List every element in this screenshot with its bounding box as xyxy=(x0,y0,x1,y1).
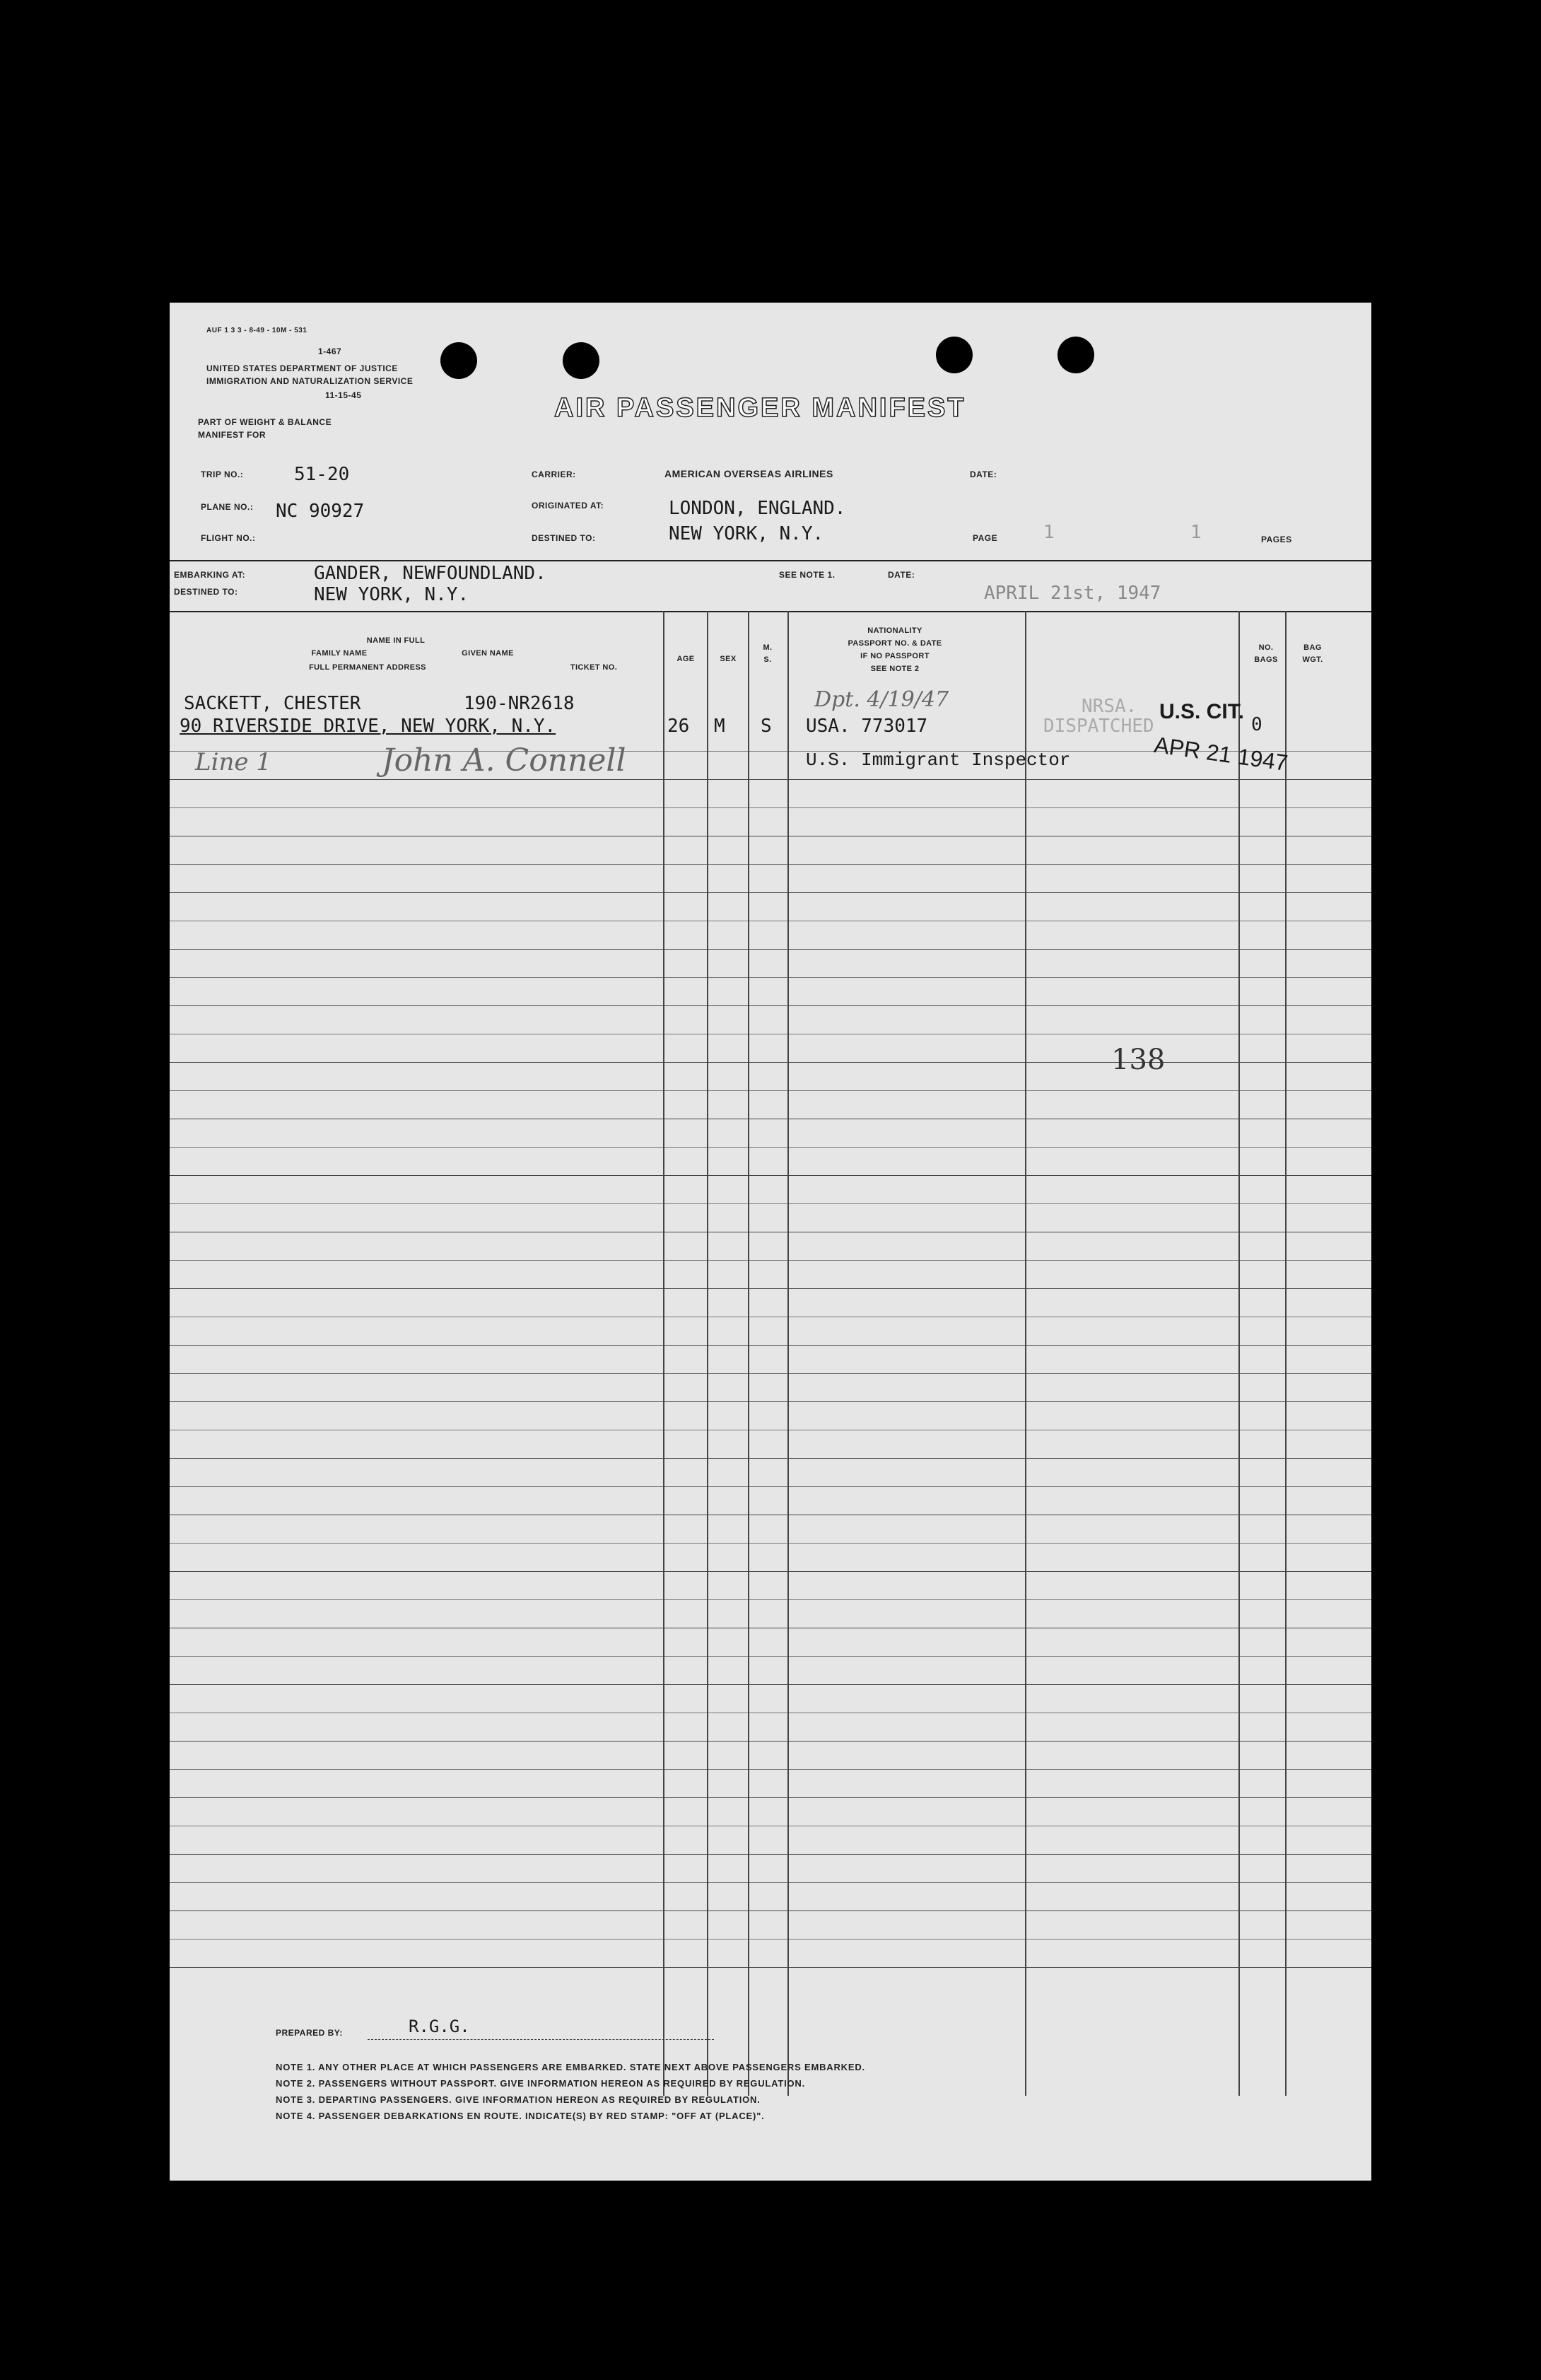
department-name: UNITED STATES DEPARTMENT OF JUSTICE xyxy=(206,363,398,373)
status-dispatched: DISPATCHED xyxy=(1043,716,1154,737)
table-row-line xyxy=(170,1486,1371,1487)
form-date: 11-15-45 xyxy=(325,390,362,400)
plane-value: NC 90927 xyxy=(276,501,365,522)
status-nrsa: NRSA. xyxy=(1082,696,1137,717)
handwritten-line: Line 1 xyxy=(195,748,271,776)
table-row-line xyxy=(170,1656,1371,1657)
table-row-line xyxy=(170,1599,1371,1600)
col-name-title: NAME IN FULL xyxy=(366,636,426,645)
col-nationality: NATIONALITY xyxy=(867,626,922,635)
page-label: PAGE xyxy=(973,533,998,543)
table-row-line xyxy=(170,1769,1371,1770)
service-name: IMMIGRATION AND NATURALIZATION SERVICE xyxy=(206,376,414,386)
table-row-line xyxy=(170,1797,1371,1798)
punch-hole xyxy=(563,342,599,379)
punch-hole xyxy=(936,337,973,373)
col-if-no-passport: IF NO PASSPORT xyxy=(860,652,930,660)
manifest-date: APRIL 21st, 1947 xyxy=(984,583,1161,604)
table-row-line xyxy=(170,1260,1371,1261)
col-bags: NO. BAGS xyxy=(1254,643,1278,664)
notes-block xyxy=(276,2062,865,2121)
destined2-label: DESTINED TO: xyxy=(174,587,238,597)
passenger-ticket: 190-NR2618 xyxy=(464,693,575,714)
col-given-name: GIVEN NAME xyxy=(462,649,514,658)
part-of-label: PART OF WEIGHT & BALANCE xyxy=(198,417,332,427)
passenger-sex: M xyxy=(714,716,725,737)
pages-label: PAGES xyxy=(1261,535,1292,544)
table-row-line xyxy=(170,1090,1371,1091)
table-row-line xyxy=(170,1288,1371,1289)
embarking-value: GANDER, NEWFOUNDLAND. xyxy=(314,563,546,584)
passenger-marital: S xyxy=(761,716,772,737)
embarking-label: EMBARKING AT: xyxy=(174,570,246,580)
passenger-passport: USA. 773017 xyxy=(806,716,928,737)
table-row-line xyxy=(170,1458,1371,1459)
table-row-line xyxy=(170,892,1371,893)
originated-label: ORIGINATED AT: xyxy=(532,501,604,511)
col-address: FULL PERMANENT ADDRESS xyxy=(309,663,426,672)
punch-hole xyxy=(1057,337,1094,373)
stamp-date: APR 21 1947 xyxy=(1152,731,1290,776)
note-1: NOTE 1. ANY OTHER PLACE AT WHICH PASSENGERS ARE EMBARKED. STATE NEXT ABOVE PASSENGERS EMBARKED. xyxy=(276,2062,865,2072)
col-ticket: TICKET NO. xyxy=(570,663,618,672)
punch-hole xyxy=(440,342,477,379)
col-marital: M. S. xyxy=(763,643,773,664)
passport-handwritten: Dpt. 4/19/47 xyxy=(814,687,949,712)
col-family-name: FAMILY NAME xyxy=(311,649,368,658)
table-row-line xyxy=(170,864,1371,865)
date-label: DATE: xyxy=(970,469,997,479)
table-row-line xyxy=(170,779,1371,780)
date2-label: DATE: xyxy=(888,570,915,580)
table-row-line xyxy=(170,1147,1371,1148)
plane-label: PLANE NO.: xyxy=(201,502,254,512)
col-bag-wgt: BAG WGT. xyxy=(1302,643,1323,664)
manifest-for-label: MANIFEST FOR xyxy=(198,430,266,440)
note-4: NOTE 4. PASSENGER DEBARKATIONS EN ROUTE. INDICATE(S) BY RED STAMP: "OFF AT (PLACE)". xyxy=(276,2111,765,2121)
prepared-label: PREPARED BY: xyxy=(276,2028,343,2038)
stamp-us-cit: U.S. CIT. xyxy=(1159,700,1245,723)
form-codes: AUF 1 3 3 - 8-49 - 10M - 531 xyxy=(206,327,307,334)
destined2-value: NEW YORK, N.Y. xyxy=(314,584,469,605)
trip-value: 51-20 xyxy=(294,464,350,485)
table-row-line xyxy=(170,1373,1371,1374)
col-passport: PASSPORT NO. & DATE xyxy=(848,639,942,648)
table-row-line xyxy=(170,1571,1371,1572)
trip-label: TRIP NO.: xyxy=(201,469,244,479)
see-note-label: SEE NOTE 1. xyxy=(779,570,836,580)
col-sex: SEX xyxy=(720,655,737,663)
table-row-line xyxy=(170,1684,1371,1685)
page-title: AIR PASSENGER MANIFEST xyxy=(554,393,966,423)
page-value: 1 xyxy=(1043,522,1055,543)
table-row-line xyxy=(170,1345,1371,1346)
passenger-age: 26 xyxy=(667,716,690,737)
handwritten-signature: John A. Connell xyxy=(382,742,626,778)
destined-value: NEW YORK, N.Y. xyxy=(669,523,824,544)
form-number: 1-467 xyxy=(318,346,342,356)
passenger-name: SACKETT, CHESTER xyxy=(184,693,361,714)
passenger-address: 90 RIVERSIDE DRIVE, NEW YORK, N.Y. xyxy=(180,716,556,737)
page-number-stamp: 138 xyxy=(1111,1044,1166,1076)
note-3: NOTE 3. DEPARTING PASSENGERS. GIVE INFORMATION HEREON AS REQUIRED BY REGULATION. xyxy=(276,2094,761,2105)
col-age: AGE xyxy=(676,655,695,663)
inspector-stamp: U.S. Immigrant Inspector xyxy=(806,749,1071,771)
table-row-line xyxy=(170,1543,1371,1544)
originated-value: LONDON, ENGLAND. xyxy=(669,498,846,519)
table-row-line xyxy=(170,1854,1371,1855)
prepared-value: R.G.G. xyxy=(409,2017,470,2036)
table-row-line xyxy=(170,1005,1371,1006)
passenger-table xyxy=(170,687,1371,2172)
table-row-line xyxy=(170,949,1371,950)
table-row-line xyxy=(170,807,1371,808)
table-row-line xyxy=(170,977,1371,978)
note-2: NOTE 2. PASSENGERS WITHOUT PASSPORT. GIVE INFORMATION HEREON AS REQUIRED BY REGULATION. xyxy=(276,2078,806,2089)
col-see-note: SEE NOTE 2 xyxy=(870,665,920,673)
carrier-value: AMERICAN OVERSEAS AIRLINES xyxy=(664,468,833,479)
table-row-line xyxy=(170,1967,1371,1968)
carrier-label: CARRIER: xyxy=(532,469,576,479)
table-row-line xyxy=(170,1203,1371,1204)
passenger-bags: 0 xyxy=(1251,714,1262,735)
destined-label: DESTINED TO: xyxy=(532,533,596,543)
table-row-line xyxy=(170,1882,1371,1883)
manifest-sheet xyxy=(170,303,1371,2181)
flight-label: FLIGHT NO.: xyxy=(201,533,256,543)
table-row-line xyxy=(170,1401,1371,1402)
table-row-line xyxy=(170,1741,1371,1742)
table-row-line xyxy=(170,1062,1371,1063)
table-row-line xyxy=(170,1175,1371,1176)
pages-of-value: 1 xyxy=(1190,522,1202,543)
